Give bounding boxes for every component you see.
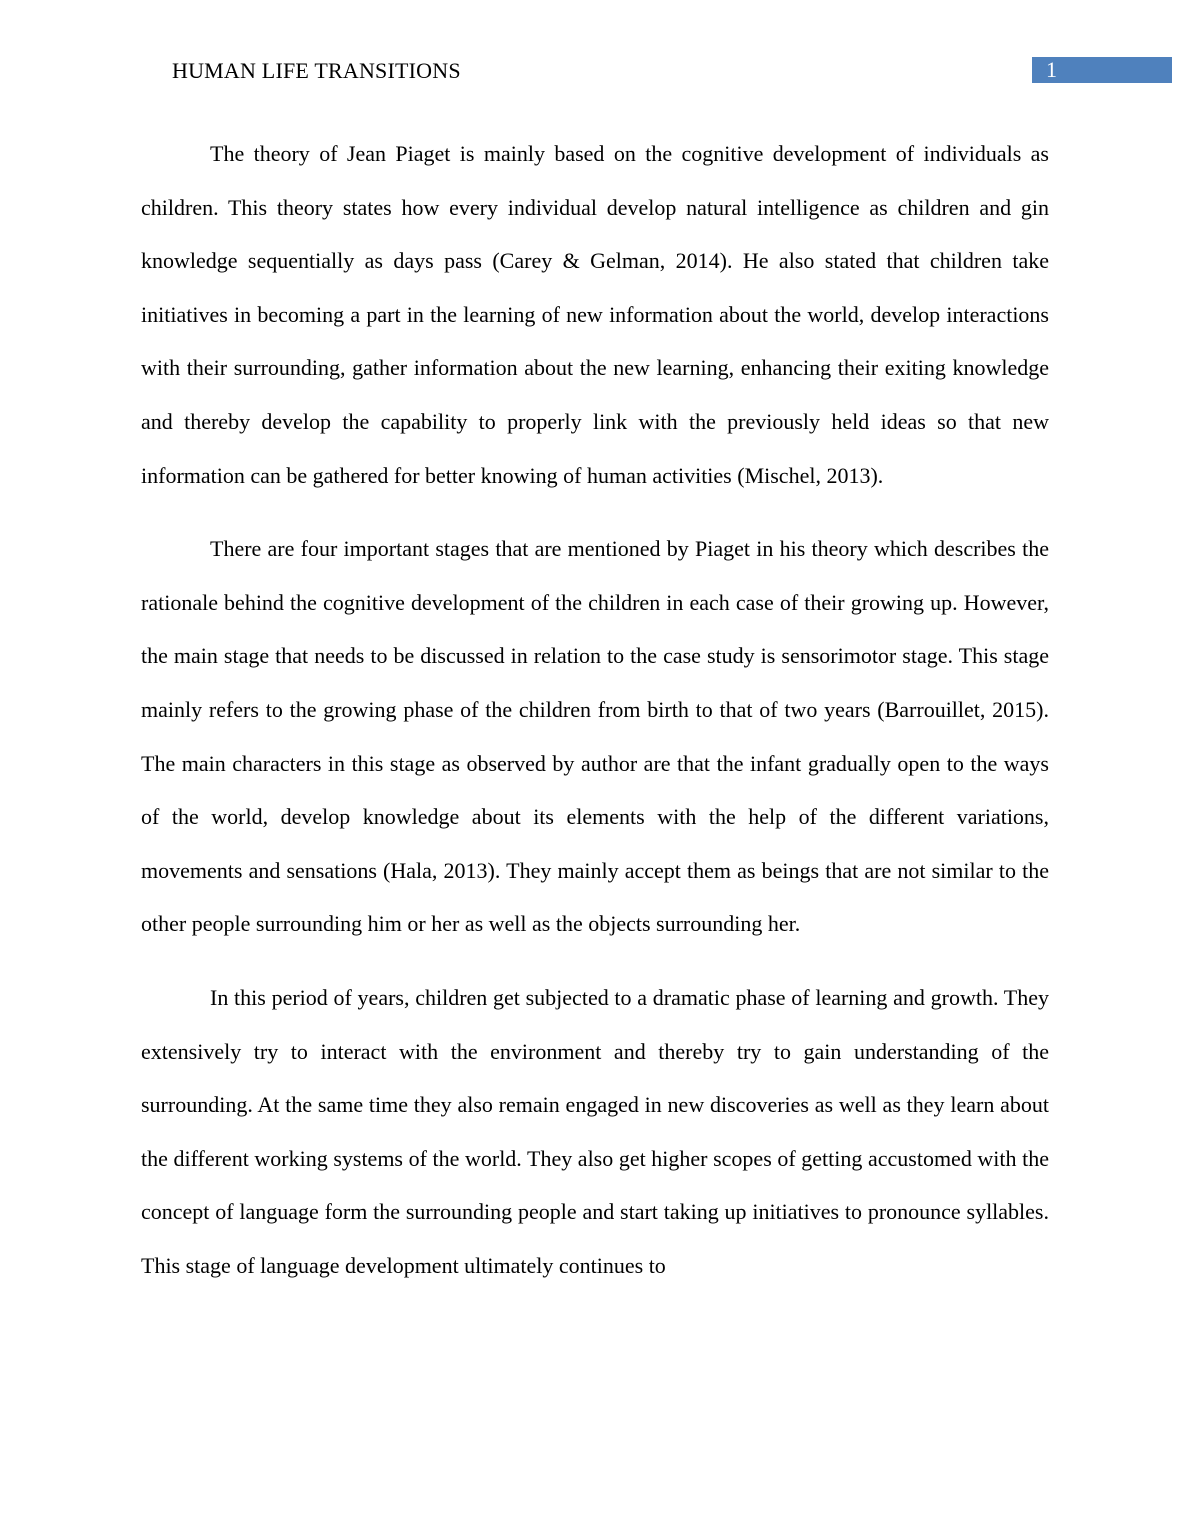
page-header <box>0 0 1190 100</box>
paragraph-learning-growth: In this period of years, children get subjected to a dramatic phase of learning and growth. They extensively try to interact with the environment and thereby try to gain understanding of the surrounding. At the same time they also remain engaged in new discoveries as well as they learn about the different working systems of the world. They also get higher scopes of getting accustomed with the concept of language form the surrounding people and start taking up initiatives to pronounce syllables. This stage of language development ultimately continues to <box>141 984 1049 1278</box>
page-number-box <box>1032 57 1172 83</box>
document-body <box>141 127 1049 1312</box>
paragraph-piaget-theory: The theory of Jean Piaget is mainly based on the cognitive development of individuals as children. This theory states how every individual develop natural intelligence as children and gin knowledge sequentially as days pass (Carey & Gelman, 2014). He also stated that children take initiatives in becoming a part in the learning of new information about the world, develop interactions with their surrounding, gather information about the new learning, enhancing their exiting knowledge and thereby develop the capability to properly link with the previously held ideas so that new information can be gathered for better knowing of human activities (Mischel, 2013). <box>141 141 1049 488</box>
running-head: HUMAN LIFE TRANSITIONS <box>172 58 461 83</box>
page-number: 1 <box>1046 57 1057 82</box>
paragraph-four-stages: There are four important stages that are mentioned by Piaget in his theory which describes the rationale behind the cognitive development of the children in each case of their growing up. However, the main stage that needs to be discussed in relation to the case study is sensorimotor stage. This stage mainly refers to the growing phase of the children from birth to that of two years (Barrouillet, 2015). The main characters in this stage as observed by author are that the infant gradually open to the ways of the world, develop knowledge about its elements with the help of the different variations, movements and sensations (Hala, 2013). They mainly accept them as beings that are not similar to the other people surrounding him or her as well as the objects surrounding her. <box>141 536 1049 937</box>
